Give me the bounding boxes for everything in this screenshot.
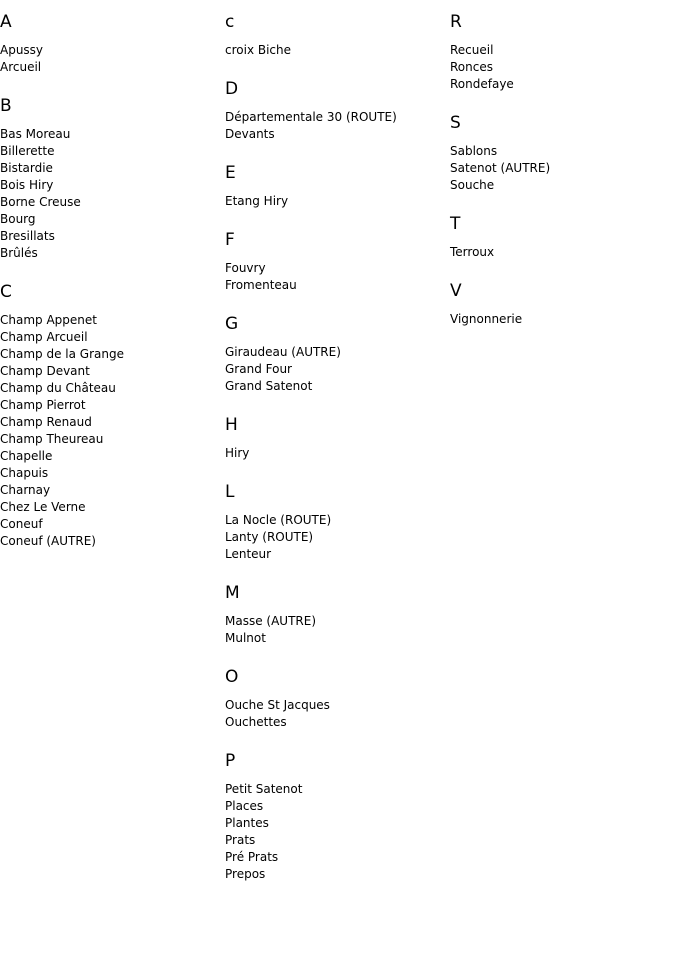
place-name-link[interactable]: Apussy <box>0 43 44 57</box>
place-name-link[interactable]: Champ Renaud <box>0 415 92 429</box>
place-name-link[interactable]: Bourg <box>0 212 36 226</box>
section-letter-heading: B <box>0 96 12 116</box>
letter-section-L <box>225 482 445 563</box>
place-name-link[interactable]: Coneuf <box>0 517 43 531</box>
section-letter-heading: M <box>225 583 240 603</box>
letter-section-H <box>225 415 445 462</box>
place-name-link[interactable]: Bistardie <box>0 161 53 175</box>
place-list <box>0 312 220 550</box>
place-name-link[interactable]: Grand Four <box>225 362 292 376</box>
place-list <box>225 42 445 59</box>
place-name-link[interactable]: Coneuf (AUTRE) <box>0 534 96 548</box>
section-letter-heading: D <box>225 79 239 99</box>
place-name-link[interactable]: Borne Creuse <box>0 195 81 209</box>
place-name-link[interactable]: Champ Pierrot <box>0 398 86 412</box>
place-name-link[interactable]: Ronces <box>450 60 493 74</box>
index-column-2 <box>225 12 445 903</box>
place-name-link[interactable]: Billerette <box>0 144 55 158</box>
place-name-link[interactable]: Lanty (ROUTE) <box>225 530 314 544</box>
place-list <box>450 143 670 194</box>
place-name-link[interactable]: Sablons <box>450 144 498 158</box>
section-letter-heading: c <box>225 12 235 32</box>
place-list <box>225 260 445 294</box>
letter-section-C <box>0 282 220 550</box>
letter-section-P <box>225 751 445 883</box>
letter-section-V <box>450 281 670 328</box>
place-name-link[interactable]: Champ du Château <box>0 381 116 395</box>
place-name-link[interactable]: Arcueil <box>0 60 42 74</box>
place-name-link[interactable]: Satenot (AUTRE) <box>450 161 551 175</box>
place-name-link[interactable]: Ouche St Jacques <box>225 698 330 712</box>
place-list <box>225 193 445 210</box>
section-letter-heading: E <box>225 163 236 183</box>
place-name-link[interactable]: Giraudeau (AUTRE) <box>225 345 341 359</box>
section-letter-heading: G <box>225 314 239 334</box>
section-letter-heading: P <box>225 751 236 771</box>
place-name-link[interactable]: Bresillats <box>0 229 55 243</box>
place-name-link[interactable]: Masse (AUTRE) <box>225 614 317 628</box>
place-name-link[interactable]: Souche <box>450 178 495 192</box>
section-letter-heading: R <box>450 12 462 32</box>
place-name-link[interactable]: Places <box>225 799 264 813</box>
letter-section-F <box>225 230 445 294</box>
place-list <box>225 445 445 462</box>
place-name-link[interactable]: Grand Satenot <box>225 379 313 393</box>
place-name-link[interactable]: La Nocle (ROUTE) <box>225 513 332 527</box>
section-letter-heading: S <box>450 113 461 133</box>
place-name-link[interactable]: Petit Satenot <box>225 782 303 796</box>
place-name-link[interactable]: Mulnot <box>225 631 266 645</box>
place-list <box>225 697 445 731</box>
letter-section-S <box>450 113 670 194</box>
place-name-link[interactable]: croix Biche <box>225 43 292 57</box>
index-column-1 <box>0 12 220 570</box>
place-name-link[interactable]: Champ de la Grange <box>0 347 124 361</box>
place-name-link[interactable]: Chez Le Verne <box>0 500 86 514</box>
place-list <box>450 244 670 261</box>
letter-section-R <box>450 12 670 93</box>
place-name-link[interactable]: Champ Arcueil <box>0 330 88 344</box>
letter-section-A <box>0 12 220 76</box>
letter-section-c <box>225 12 445 59</box>
place-list <box>450 311 670 328</box>
place-name-link[interactable]: Plantes <box>225 816 269 830</box>
index-column-3 <box>450 12 670 348</box>
place-list <box>225 512 445 563</box>
place-name-link[interactable]: Lenteur <box>225 547 272 561</box>
section-letter-heading: L <box>225 482 235 502</box>
section-letter-heading: H <box>225 415 238 435</box>
place-name-link[interactable]: Champ Appenet <box>0 313 97 327</box>
place-name-link[interactable]: Fouvry <box>225 261 266 275</box>
place-name-link[interactable]: Prepos <box>225 867 266 881</box>
place-name-link[interactable]: Terroux <box>450 245 495 259</box>
place-name-link[interactable]: Pré Prats <box>225 850 279 864</box>
place-name-link[interactable]: Champ Devant <box>0 364 90 378</box>
place-name-link[interactable]: Ouchettes <box>225 715 287 729</box>
place-name-link[interactable]: Rondefaye <box>450 77 514 91</box>
place-name-link[interactable]: Départementale 30 (ROUTE) <box>225 110 397 124</box>
place-name-link[interactable]: Vignonnerie <box>450 312 523 326</box>
section-letter-heading: C <box>0 282 12 302</box>
place-list <box>450 42 670 93</box>
place-list <box>225 109 445 143</box>
section-letter-heading: V <box>450 281 462 301</box>
place-name-link[interactable]: Brûlés <box>0 246 38 260</box>
letter-section-T <box>450 214 670 261</box>
place-list <box>225 344 445 395</box>
letter-section-G <box>225 314 445 395</box>
letter-section-M <box>225 583 445 647</box>
place-name-link[interactable]: Chapelle <box>0 449 53 463</box>
place-name-link[interactable]: Bas Moreau <box>0 127 71 141</box>
place-list <box>225 613 445 647</box>
letter-section-D <box>225 79 445 143</box>
letter-section-B <box>0 96 220 262</box>
section-letter-heading: T <box>450 214 461 234</box>
section-letter-heading: F <box>225 230 235 250</box>
place-name-link[interactable]: Fromenteau <box>225 278 297 292</box>
place-name-link[interactable]: Chapuis <box>0 466 49 480</box>
place-name-link[interactable]: Recueil <box>450 43 494 57</box>
place-name-link[interactable]: Devants <box>225 127 275 141</box>
place-name-link[interactable]: Bois Hiry <box>0 178 54 192</box>
place-list <box>225 781 445 883</box>
place-name-link[interactable]: Hiry <box>225 446 250 460</box>
place-list <box>0 126 220 262</box>
section-letter-heading: A <box>0 12 12 32</box>
letter-section-E <box>225 163 445 210</box>
place-name-link[interactable]: Charnay <box>0 483 51 497</box>
place-name-link[interactable]: Champ Theureau <box>0 432 104 446</box>
letter-section-O <box>225 667 445 731</box>
place-list <box>0 42 220 76</box>
place-name-link[interactable]: Etang Hiry <box>225 194 289 208</box>
section-letter-heading: O <box>225 667 239 687</box>
place-name-link[interactable]: Prats <box>225 833 256 847</box>
